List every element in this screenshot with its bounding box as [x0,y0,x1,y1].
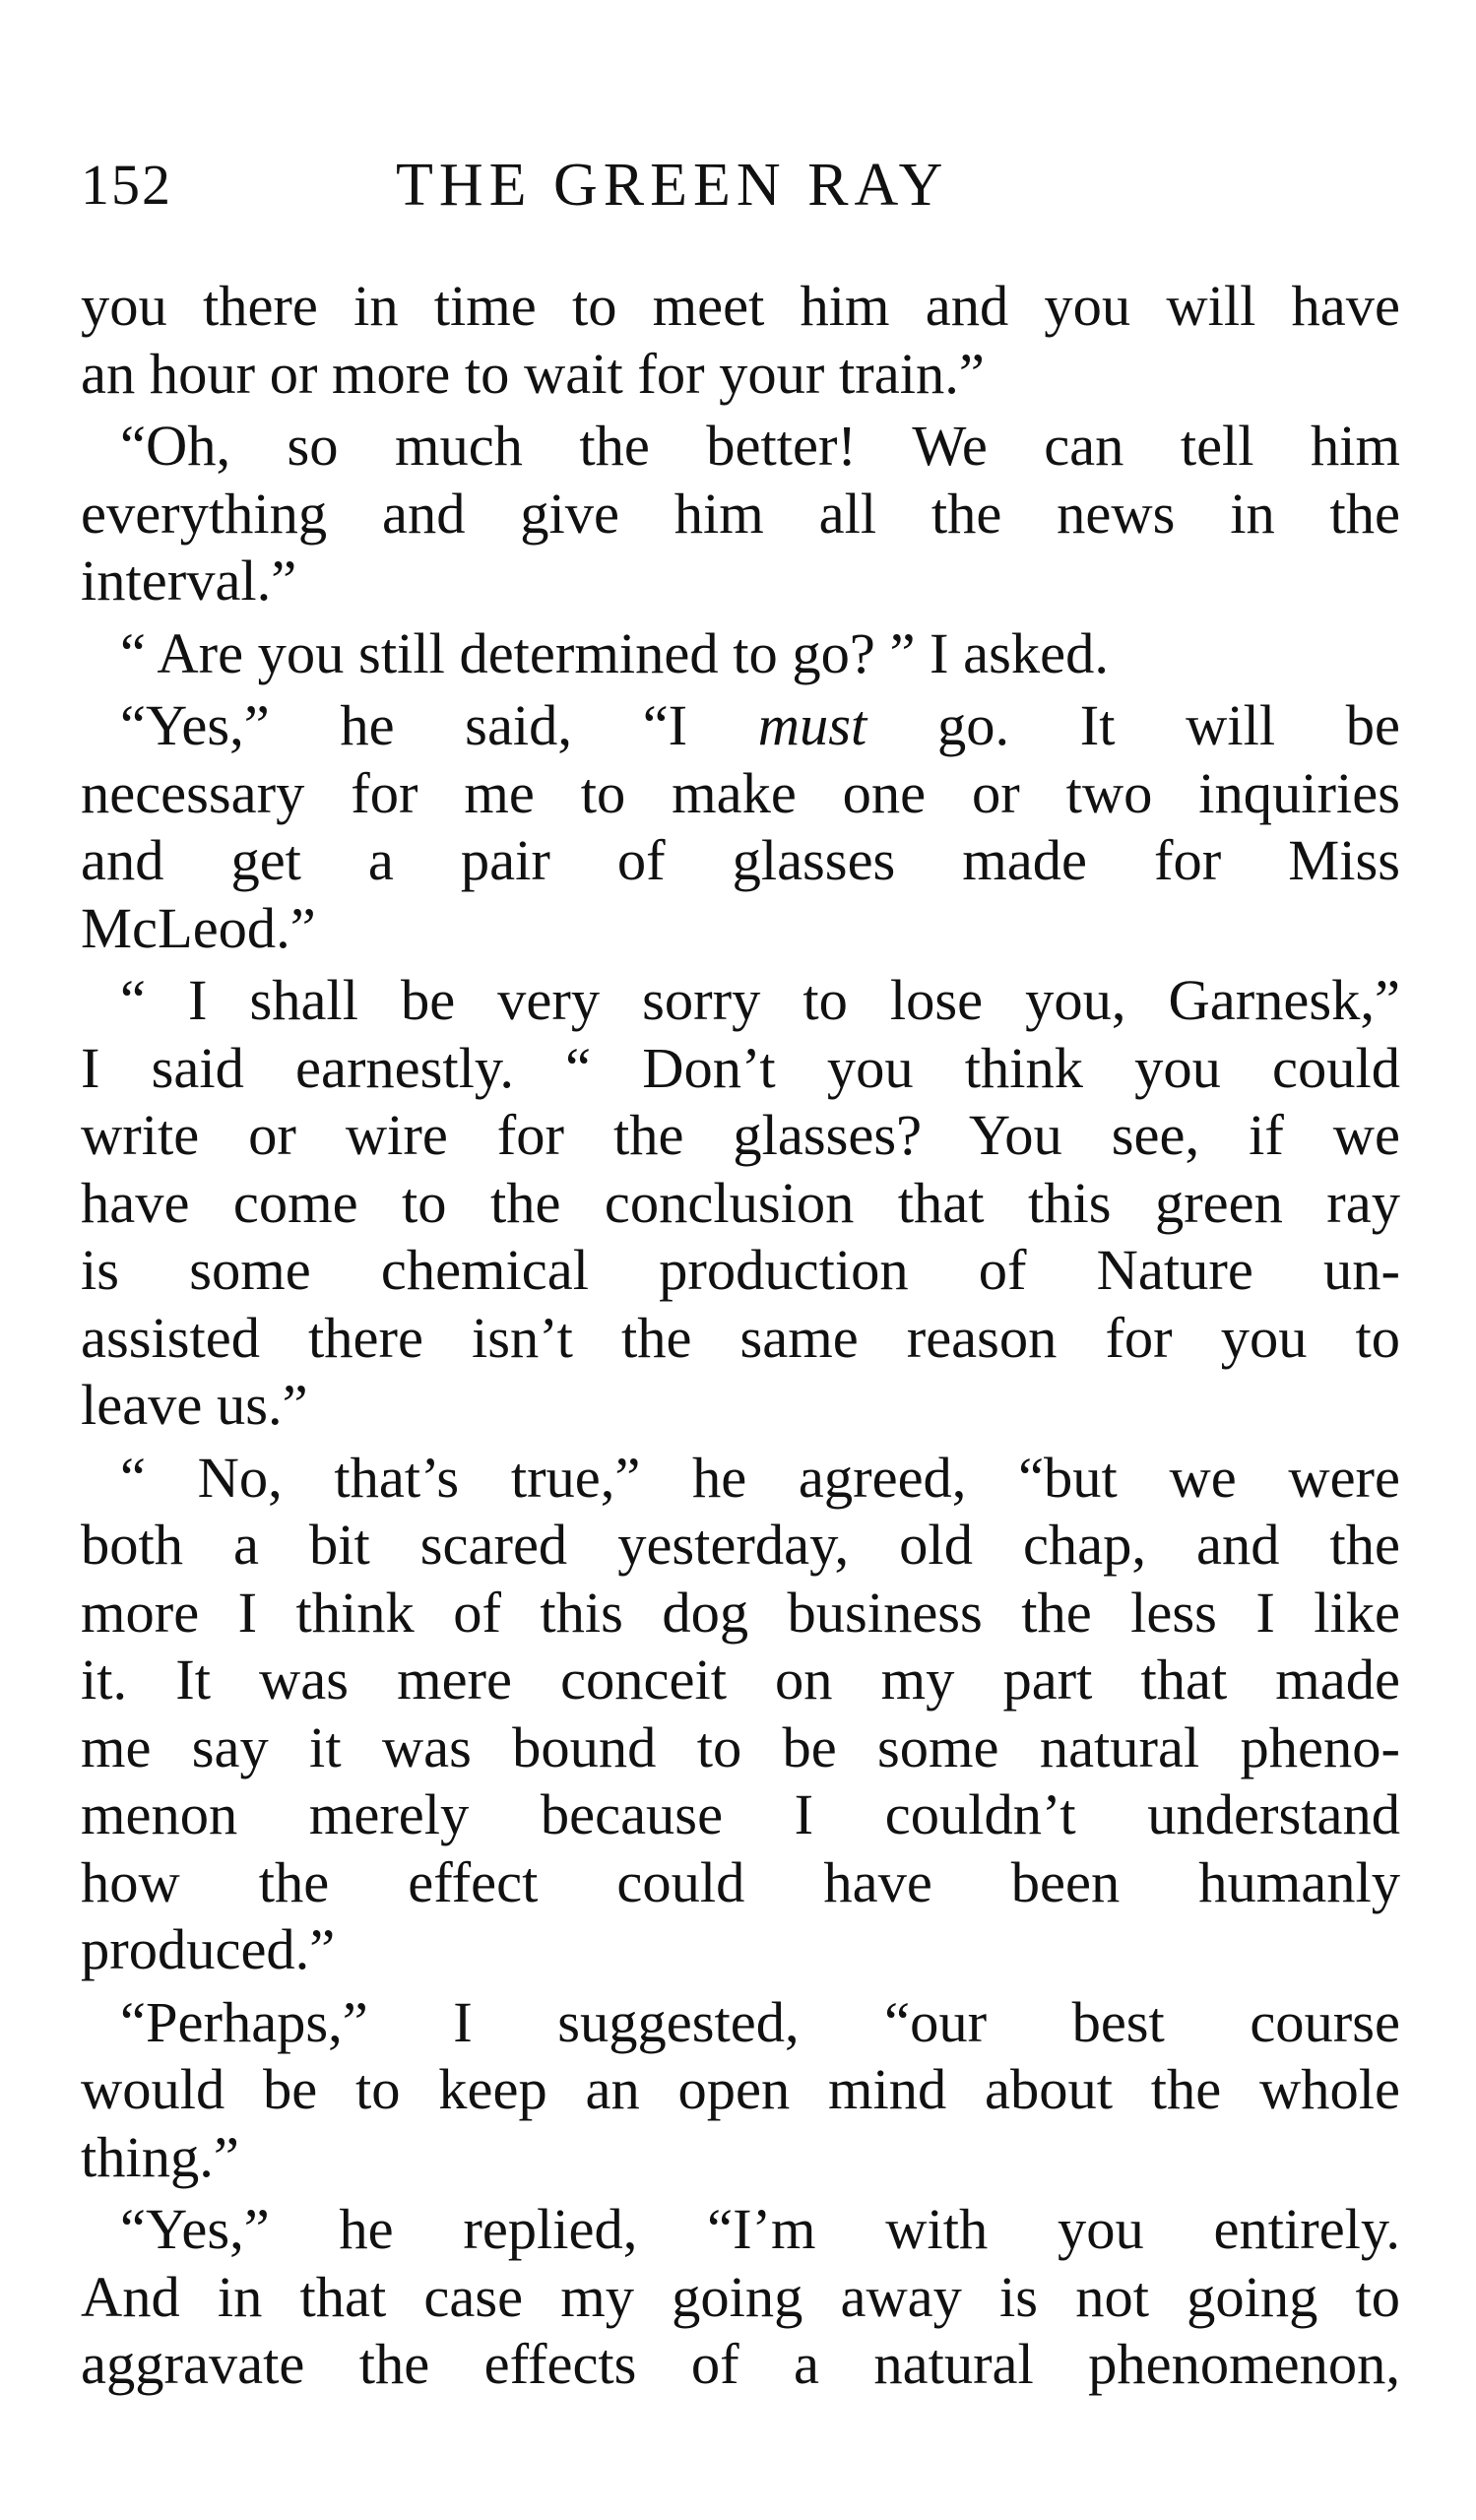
paragraph [81,692,1400,962]
text-line: “Oh, so much the better! We can tell him [120,414,1400,478]
emphasis: must [757,693,867,757]
text-line: would be to keep an open mind about the whole [81,2057,1400,2121]
running-head: THE GREEN RAY [396,152,949,219]
text-line: “ I shall be very sorry to lose you, Garnesk,” [120,968,1400,1032]
text-line: “ Are you still determined to go? ” I asked. [120,620,1109,685]
text-line: more I think of this dog business the less I like [81,1580,1400,1645]
text-line: both a bit scared yesterday, old chap, and the [81,1513,1400,1577]
text-line: And in that case my going away is not going to [81,2264,1400,2329]
text-line: write or wire for the glasses? You see, if we [81,1103,1400,1167]
page-header [81,146,1400,225]
text-line: “Perhaps,” I suggested, “our best course [120,1989,1400,2054]
text-line: everything and give him all the news in the [81,481,1400,546]
paragraph [81,967,1400,1440]
text-line: thing.” [81,2124,239,2189]
text-line: “Yes,” he said, “I must go. It will be [120,693,1400,757]
text-line: and get a pair of glasses made for Miss [81,828,1400,892]
body-text [81,273,1400,2399]
text-line: leave us.” [81,1373,308,1437]
text-line: how the effect could have been humanly [81,1849,1400,1914]
page-number: 152 [81,153,172,217]
paragraph [81,273,1400,408]
text-line: have come to the conclusion that this green ray [81,1170,1400,1235]
paragraph [81,1989,1400,2192]
text-line: it. It was mere conceit on my part that made [81,1648,1400,1712]
text-line: produced.” [81,1917,336,1981]
text-line: necessary for me to make one or two inquiries [81,760,1400,825]
text-line: “ No, that’s true,” he agreed, “but we were [120,1445,1400,1510]
text-line: an hour or more to wait for your train.” [81,341,985,406]
text-line: “Yes,” he replied, “I’m with you entirely. [120,2197,1400,2261]
text-line: is some chemical production of Nature un- [81,1238,1400,1302]
paragraph [81,1445,1400,1984]
text-line: me say it was bound to be some natural pheno- [81,1714,1400,1779]
text-line: assisted there isn’t the same reason for you to [81,1305,1400,1370]
text-line: you there in time to meet him and you will have [81,274,1400,338]
paragraph [81,620,1400,688]
text-line: menon merely because I couldn’t understand [81,1782,1400,1846]
text-line: I said earnestly. “ Don’t you think you could [81,1035,1400,1100]
paragraph [81,413,1400,615]
text-line: interval.” [81,549,297,613]
paragraph [81,2196,1400,2399]
text-line: aggravate the effects of a natural phenomenon, [81,2332,1400,2396]
text-line: McLeod.” [81,895,316,960]
